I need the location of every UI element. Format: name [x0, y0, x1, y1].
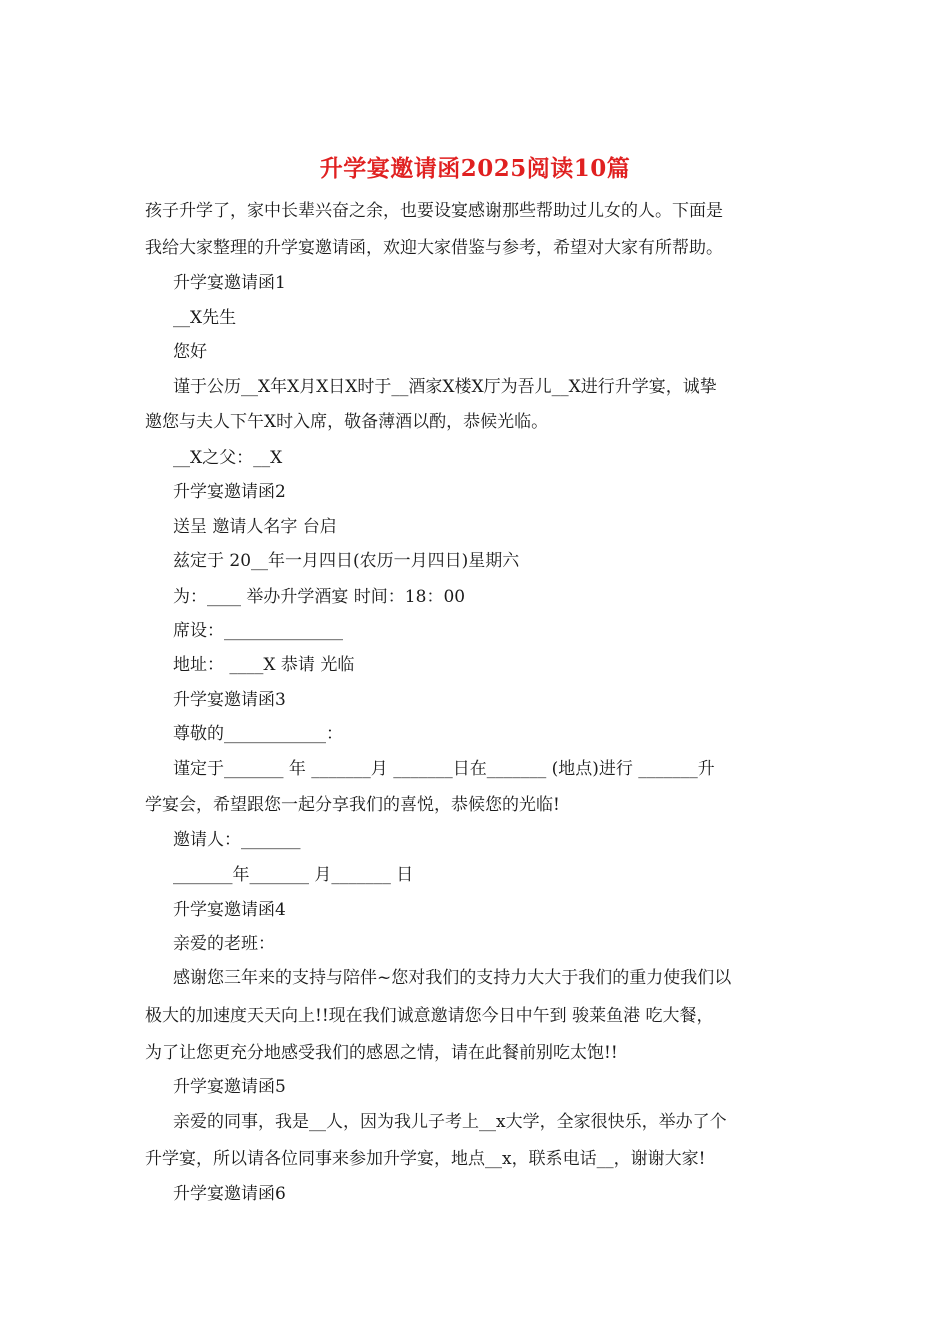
paragraph-line: 为：____ 举办升学酒宴 时间：18：00	[173, 587, 466, 607]
paragraph-line: 学宴会，希望跟您一起分享我们的喜悦，恭候您的光临!	[145, 795, 560, 815]
paragraph-line: 升学宴，所以请各位同事来参加升学宴，地点__x，联系电话__，谢谢大家!	[145, 1149, 706, 1169]
paragraph-line: 极大的加速度天天向上!!现在我们诚意邀请您今日中午到 骏莱鱼港 吃大餐，	[145, 1006, 714, 1026]
section-heading: 升学宴邀请函1	[173, 273, 286, 293]
paragraph-line: 兹定于 20__年一月四日(农历一月四日)星期六	[173, 551, 520, 571]
paragraph-line: 感谢您三年来的支持与陪伴~您对我们的支持力大大于我们的重力使我们以	[173, 968, 732, 988]
document-title: 升学宴邀请函2025阅读10篇	[319, 155, 631, 182]
paragraph-line: _______年_______ 月_______ 日	[173, 865, 414, 885]
paragraph-line: 尊敬的____________：	[173, 724, 343, 744]
section-heading: 升学宴邀请函4	[173, 900, 286, 920]
paragraph-line: 谨于公历__X年X月X日X时于__酒家X楼X厅为吾儿__X进行升学宴，诚挚	[173, 377, 717, 397]
paragraph-line: __X之父：__X	[173, 448, 283, 468]
paragraph-line: 邀请人：_______	[173, 830, 301, 850]
paragraph-line: __X先生	[173, 308, 237, 328]
paragraph-line: 席设：______________	[173, 621, 343, 641]
section-heading: 升学宴邀请函2	[173, 482, 286, 502]
paragraph-line: 送呈 邀请人名字 台启	[173, 517, 337, 537]
paragraph-line: 地址： ____X 恭请 光临	[173, 655, 355, 675]
paragraph-line: 您好	[173, 342, 207, 362]
paragraph-line: 谨定于_______ 年 _______月 _______日在_______ (地点)进行 _______升	[173, 759, 715, 779]
paragraph-line: 我给大家整理的升学宴邀请函，欢迎大家借鉴与参考，希望对大家有所帮助。	[145, 238, 723, 258]
paragraph-line: 邀您与夫人下午X时入席，敬备薄酒以酌，恭候光临。	[145, 412, 549, 432]
paragraph-line: 亲爱的老班：	[173, 934, 275, 954]
section-heading: 升学宴邀请函3	[173, 690, 286, 710]
paragraph-line: 亲爱的同事，我是__人，因为我儿子考上__x大学，全家很快乐，举办了个	[173, 1112, 727, 1132]
section-heading: 升学宴邀请函6	[173, 1184, 286, 1204]
section-heading: 升学宴邀请函5	[173, 1077, 286, 1097]
paragraph-line: 孩子升学了，家中长辈兴奋之余，也要设宴感谢那些帮助过儿女的人。下面是	[145, 201, 723, 221]
paragraph-line: 为了让您更充分地感受我们的感恩之情，请在此餐前别吃太饱!!	[145, 1043, 618, 1063]
